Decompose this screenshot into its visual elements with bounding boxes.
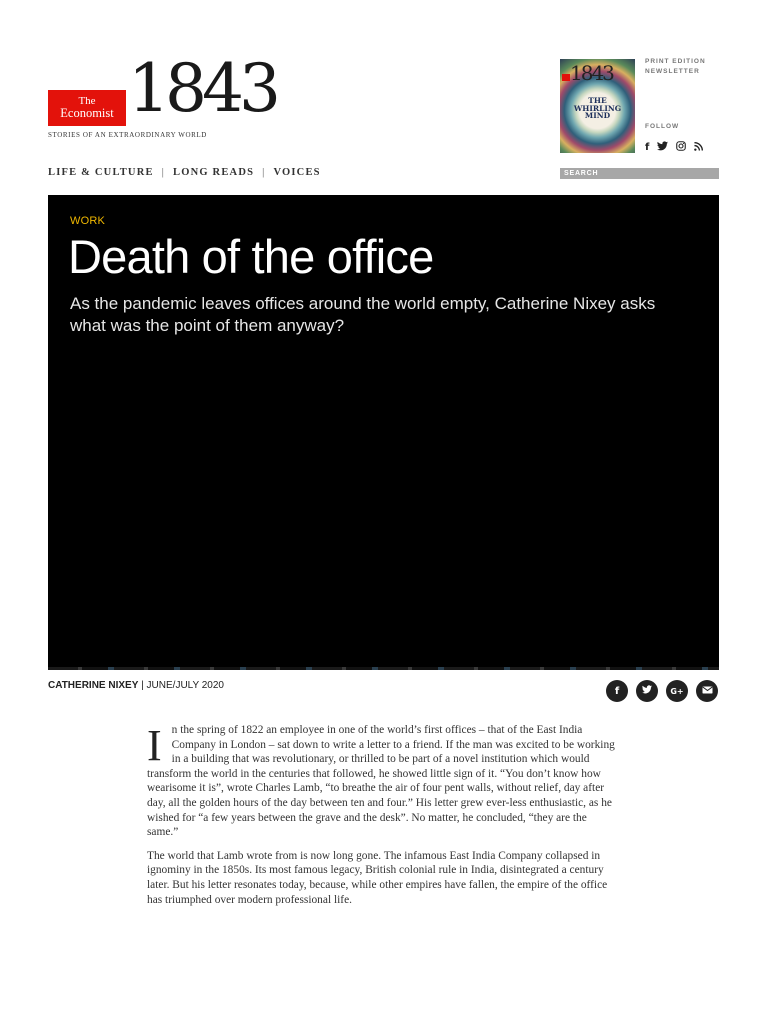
instagram-icon[interactable] bbox=[676, 141, 686, 155]
cover-title: THE WHIRLING MIND bbox=[573, 96, 622, 120]
economist-logo-line2: Economist bbox=[60, 106, 114, 121]
follow-icons bbox=[645, 141, 703, 155]
article-standfirst: As the pandemic leaves offices around the world empty, Catherine Nixey asks what was the point of them anyway? bbox=[70, 294, 656, 335]
hero-image-edge bbox=[48, 667, 719, 670]
nav-long-reads[interactable]: LONG READS bbox=[173, 167, 255, 178]
facebook-icon[interactable]: f bbox=[645, 142, 650, 153]
brand-logo[interactable]: 1843 bbox=[128, 50, 276, 127]
google-plus-icon: G+ bbox=[670, 686, 684, 696]
cover-economist-mark bbox=[562, 74, 570, 81]
paragraph-text: n the spring of 1822 an employee in one of the world’s first offices – that of the East India Company in London – sat down to write a letter to a friend. If the man was excited to be working in a building that was revolutionary, or thrilled to be part of a novel institution which would transform the world in the centuries that followed, he showed little sign of it. “You don’t know how wearisome it is”, wrote Charles Lamb, “to breathe the air of four pent walls, without relief, day after day, all the golden hours of the day between ten and four.” His letter grew ever-less enthusiastic, as he wished for “a few years between the grave and the desk”. No matter, he concluded, “they are the same.” bbox=[147, 724, 615, 839]
facebook-share-button[interactable] bbox=[606, 680, 628, 702]
newsletter-link[interactable]: NEWSLETTER bbox=[645, 68, 700, 75]
nav-separator: | bbox=[262, 167, 266, 178]
article-title: Death of the office bbox=[68, 230, 434, 283]
byline-separator: | bbox=[138, 680, 147, 691]
section-label[interactable]: WORK bbox=[70, 215, 106, 227]
publication-date: JUNE/JULY 2020 bbox=[146, 680, 224, 691]
nav-voices[interactable]: VOICES bbox=[273, 167, 321, 178]
article-body bbox=[147, 723, 620, 916]
email-icon bbox=[702, 686, 713, 697]
search-input[interactable] bbox=[560, 168, 719, 179]
facebook-icon: f bbox=[614, 685, 620, 697]
author-name[interactable]: CATHERINE NIXEY bbox=[48, 680, 139, 691]
google-plus-share-button[interactable] bbox=[666, 680, 688, 702]
email-share-button[interactable] bbox=[696, 680, 718, 702]
twitter-share-button[interactable] bbox=[636, 680, 658, 702]
cover-brand: 1843 bbox=[570, 61, 613, 85]
article-paragraph: The world that Lamb wrote from is now long gone. The infamous East India Company collapsed in ignominy in the 1850s. Its most famous legacy, British colonial rule in India, disintegrated a century later. But his letter resonates today, because, while other empires have fallen, the empire of the office has triumphed over modern professional life. bbox=[147, 849, 608, 906]
print-edition-link[interactable]: PRINT EDITION bbox=[645, 58, 706, 65]
byline bbox=[48, 680, 224, 691]
nav-separator: | bbox=[161, 167, 165, 178]
twitter-icon bbox=[642, 685, 652, 697]
top-nav bbox=[48, 167, 321, 178]
hero-image bbox=[48, 195, 719, 670]
print-edition-cover[interactable] bbox=[560, 59, 635, 153]
economist-logo[interactable] bbox=[48, 90, 126, 126]
tagline: STORIES OF AN EXTRAORDINARY WORLD bbox=[48, 131, 207, 139]
follow-label: FOLLOW bbox=[645, 123, 680, 130]
economist-logo-line1: The bbox=[78, 95, 96, 108]
article-paragraph bbox=[147, 723, 620, 840]
twitter-icon[interactable] bbox=[657, 141, 668, 155]
nav-life-culture[interactable]: LIFE & CULTURE bbox=[48, 167, 154, 178]
share-buttons bbox=[606, 680, 718, 702]
rss-icon[interactable] bbox=[694, 142, 703, 155]
drop-cap: I bbox=[147, 721, 162, 770]
